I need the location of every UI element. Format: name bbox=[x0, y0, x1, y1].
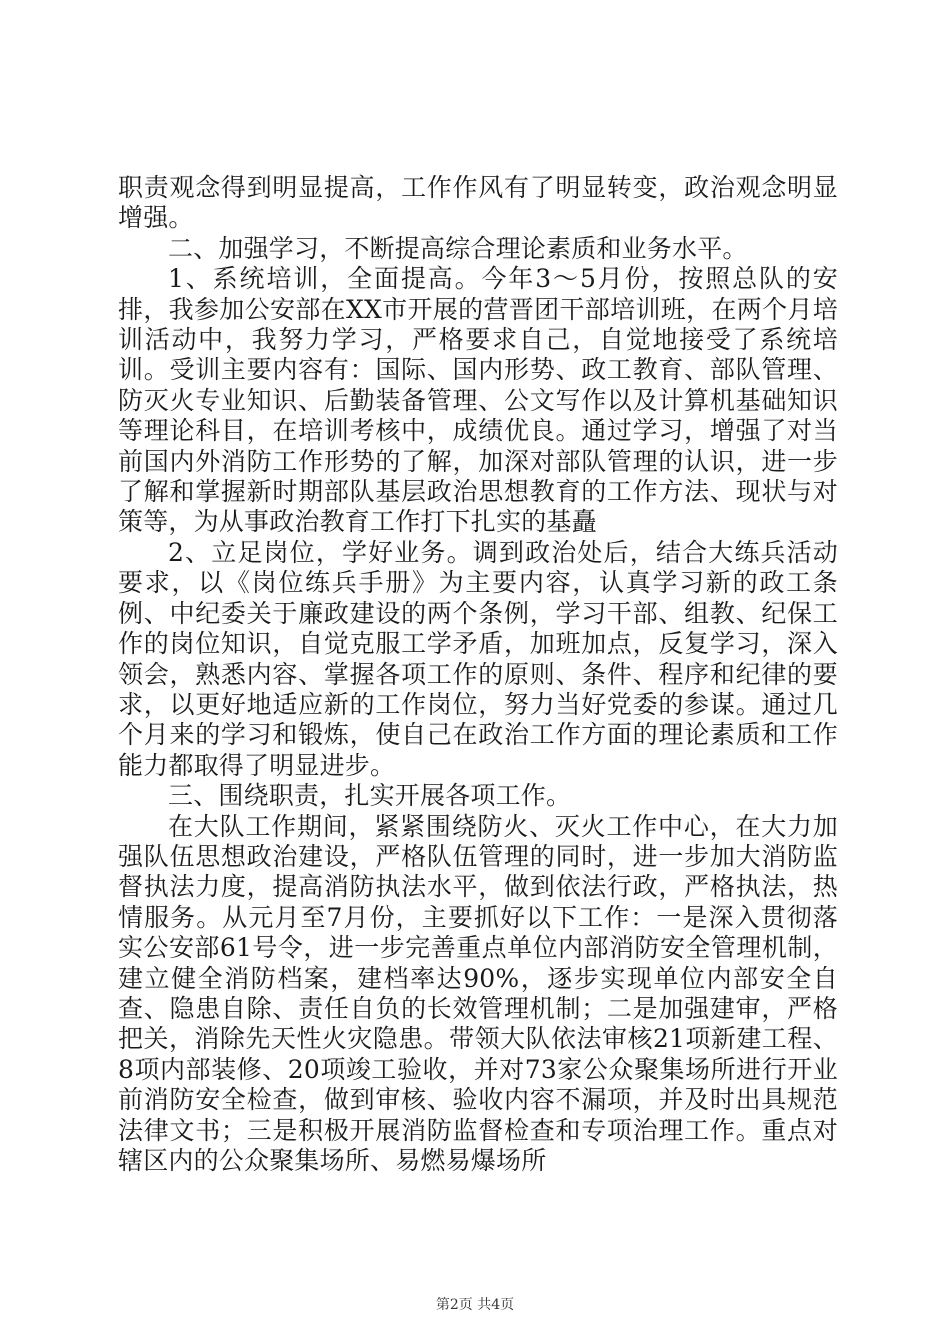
paragraph-post-study: 2、立足岗位，学好业务。调到政治处后，结合大练兵活动要求，以《岗位练兵手册》为主要内容，认真学习新的政工条例、中纪委关于廉政建设的两个条例，学习干部、组教、纪保工作的岗位知识，自觉克服工学矛盾，加班加点，反复学习，深入领会，熟悉内容、掌握各项工作的原则、条件、程序和纪律的要求，以更好地适应新的工作岗位，努力当好党委的参谋。通过几个月来的学习和锻炼，使自己在政治工作方面的理论素质和工作能力都取得了明显进步。 bbox=[118, 537, 838, 780]
paragraph-work: 在大队工作期间，紧紧围绕防火、灭火工作中心，在大力加强队伍思想政治建设，严格队伍管理的同时，进一步加大消防监督执法力度，提高消防执法水平，做到依法行政，严格执法，热情服务。从元月至7月份，主要抓好以下工作：一是深入贯彻落实公安部61号令，进一步完善重点单位内部消防安全管理机制，建立健全消防档案，建档率达90%，逐步实现单位内部安全自查、隐患自除、责任自负的长效管理机制；二是加强建审，严格把关，消除先天性火灾隐患。带领大队依法审核21项新建工程、8项内部装修、20项竣工验收，并对73家公众聚集场所进行开业前消防安全检查，做到审核、验收内容不漏项，并及时出具规范法律文书；三是积极开展消防监督检查和专项治理工作。重点对辖区内的公众聚集场所、易燃易爆场所 bbox=[118, 811, 838, 1175]
paragraph-continuation: 职责观念得到明显提高，工作作风有了明显转变，政治观念明显增强。 bbox=[118, 173, 838, 233]
section-heading-2: 二、加强学习，不断提高综合理论素质和业务水平。 bbox=[168, 233, 748, 263]
document-body bbox=[118, 173, 838, 1176]
paragraph-training: 1、系统培训，全面提高。今年3～5月份，按照总队的安排，我参加公安部在XX市开展的营晋团干部培训班，在两个月培训活动中，我努力学习，严格要求自己，自觉地接受了系统培训。受训主要内容有：国际、国内形势、政工教育、部队管理、防灭火专业知识、后勤装备管理、公文写作以及计算机基础知识等理论科目，在培训考核中，成绩优良。通过学习，增强了对当前国内外消防工作形势的了解，加深对部队管理的认识，进一步了解和掌握新时期部队基层政治思想教育的工作方法、现状与对策等，为从事政治教育工作打下扎实的基矗 bbox=[118, 264, 838, 537]
section-heading-3: 三、围绕职责，扎实开展各项工作。 bbox=[168, 781, 572, 811]
page-footer: 第2页 共4页 bbox=[435, 1297, 515, 1313]
